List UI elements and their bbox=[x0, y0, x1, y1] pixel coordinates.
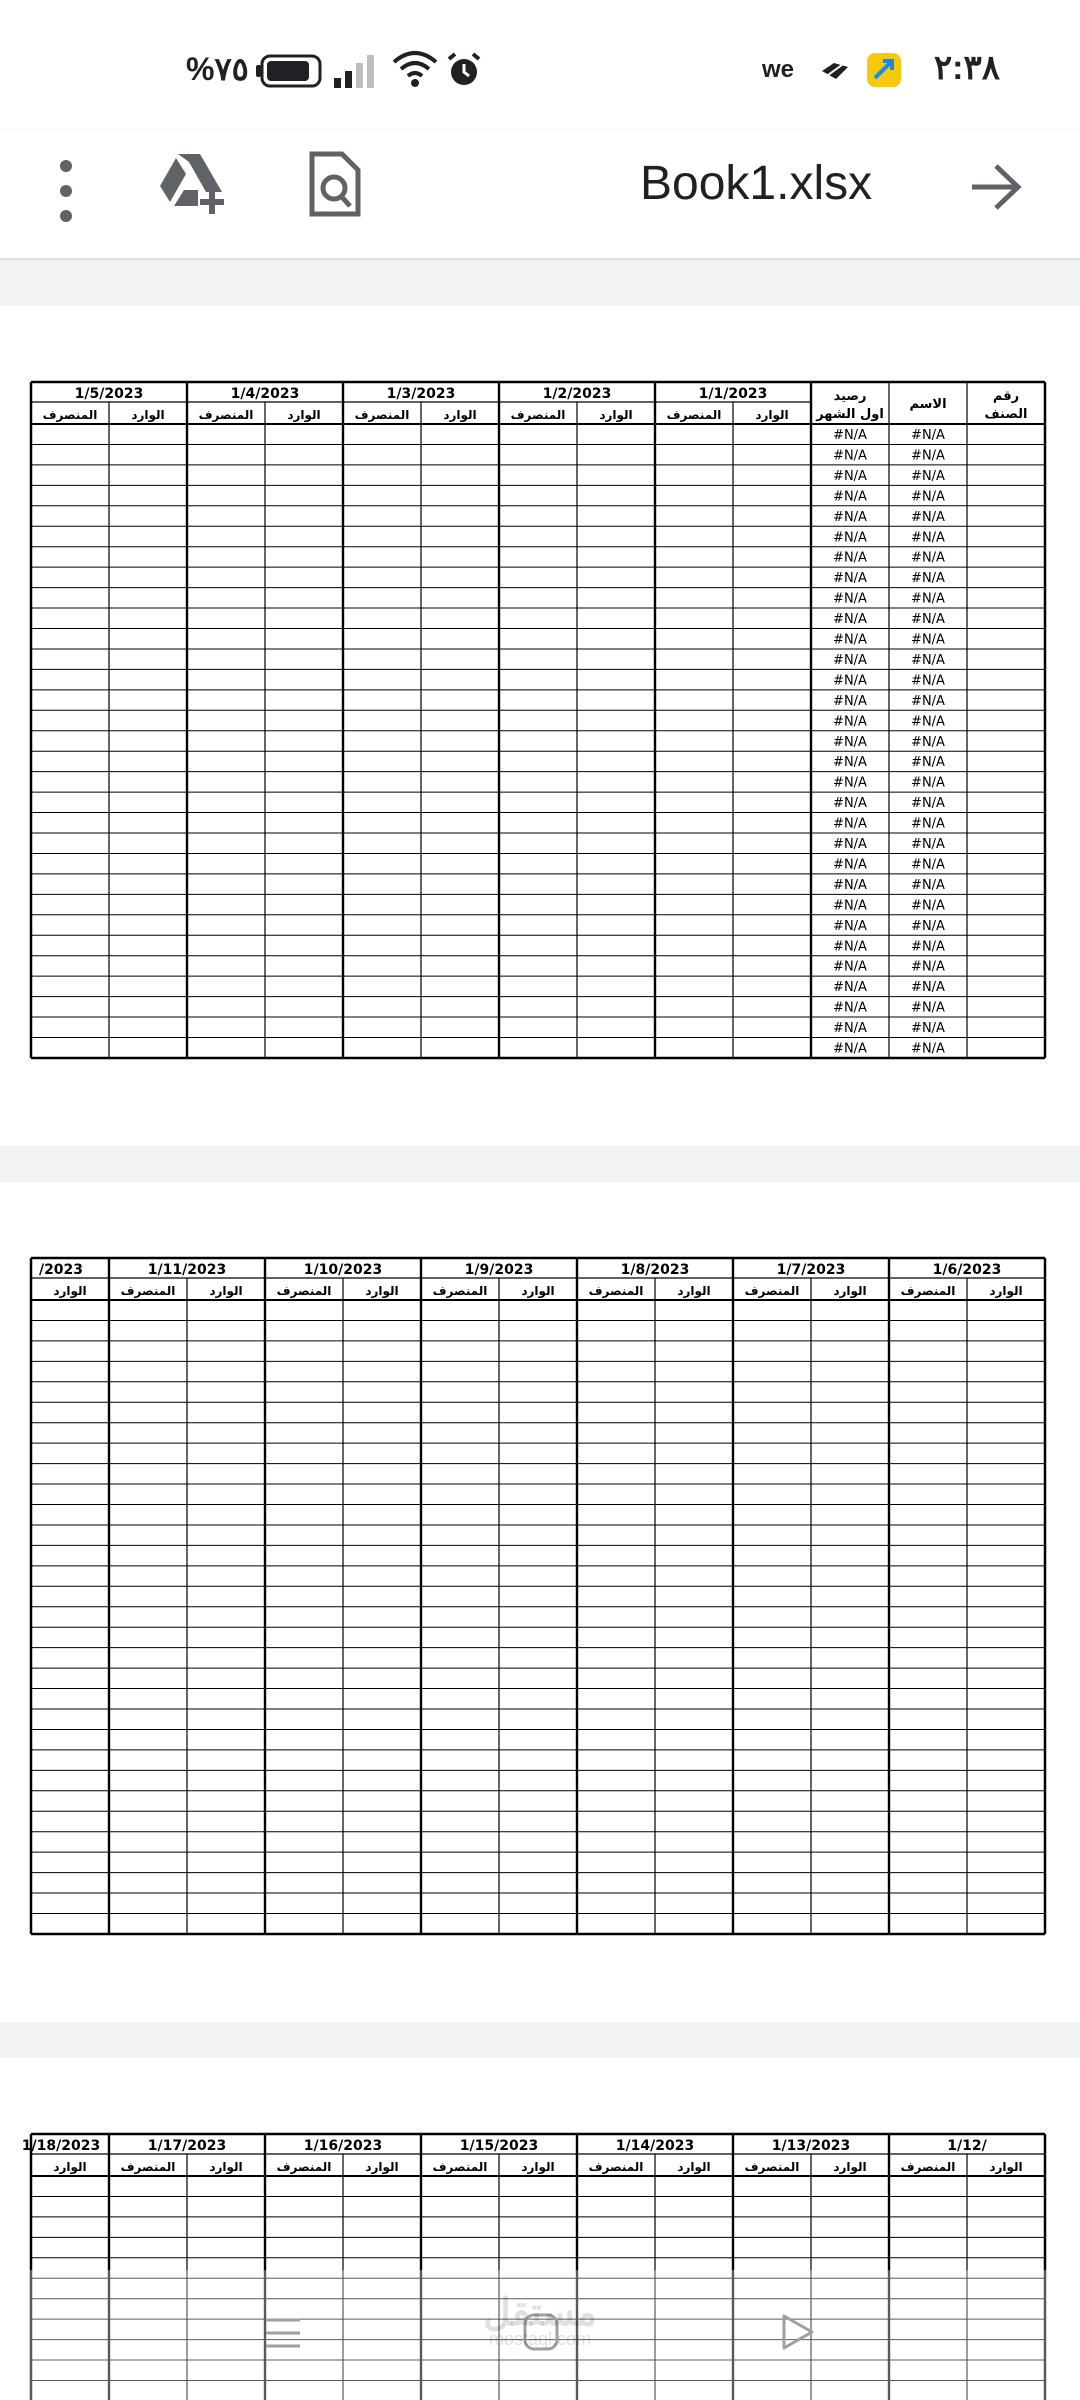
na-cell: #N/A bbox=[911, 612, 945, 628]
na-cell: #N/A bbox=[911, 673, 945, 689]
date-header: /2023 bbox=[38, 1262, 84, 1278]
outgoing-header: المنصرف bbox=[432, 2160, 488, 2174]
date-header: 1/17/2023 bbox=[147, 2138, 227, 2154]
sheet-page-1-table bbox=[0, 306, 1080, 1146]
na-cell: #N/A bbox=[833, 530, 867, 546]
na-cell: #N/A bbox=[911, 796, 945, 812]
wifi-icon bbox=[392, 50, 438, 88]
na-cell: #N/A bbox=[833, 714, 867, 730]
na-cell: #N/A bbox=[911, 448, 945, 464]
na-cell: #N/A bbox=[833, 571, 867, 587]
date-header: 1/15/2023 bbox=[459, 2138, 539, 2154]
na-cell: #N/A bbox=[833, 1000, 867, 1016]
incoming-header: الوارد bbox=[833, 2160, 867, 2174]
incoming-header: الوارد bbox=[521, 2160, 555, 2174]
na-cell: #N/A bbox=[911, 652, 945, 668]
na-cell: #N/A bbox=[833, 837, 867, 852]
na-cell: #N/A bbox=[833, 489, 867, 505]
na-cell: #N/A bbox=[911, 877, 945, 893]
na-cell: #N/A bbox=[911, 714, 945, 730]
incoming-header: الوارد bbox=[521, 1284, 555, 1298]
na-cell: #N/A bbox=[911, 1000, 945, 1016]
na-cell: #N/A bbox=[911, 898, 945, 914]
outgoing-header: المنصرف bbox=[588, 2160, 644, 2174]
na-cell: #N/A bbox=[911, 550, 945, 566]
na-cell: #N/A bbox=[911, 509, 945, 525]
na-cell: #N/A bbox=[911, 1021, 945, 1037]
outgoing-header: المنصرف bbox=[120, 2160, 176, 2174]
date-header: 1/9/2023 bbox=[464, 1262, 534, 1278]
date-header: 1/7/2023 bbox=[776, 1262, 846, 1278]
na-cell: #N/A bbox=[833, 652, 867, 668]
date-header: 1/16/2023 bbox=[303, 2138, 383, 2154]
na-cell: #N/A bbox=[833, 980, 867, 996]
back-arrow-icon[interactable] bbox=[968, 162, 1024, 212]
outgoing-header: المنصرف bbox=[354, 408, 410, 422]
na-cell: #N/A bbox=[911, 918, 945, 934]
date-header: 1/11/2023 bbox=[147, 1262, 227, 1278]
na-cell: #N/A bbox=[911, 755, 945, 771]
incoming-header: الوارد bbox=[443, 408, 477, 422]
date-header: 1/12/ bbox=[947, 2138, 987, 2154]
na-cell: #N/A bbox=[833, 693, 867, 709]
na-cell: #N/A bbox=[911, 428, 945, 443]
incoming-header: الوارد bbox=[755, 408, 789, 422]
incoming-header: الوارد bbox=[599, 408, 633, 422]
outgoing-header: المنصرف bbox=[588, 1284, 644, 1298]
na-cell: #N/A bbox=[911, 489, 945, 505]
incoming-header: الوارد bbox=[131, 408, 165, 422]
date-header: 1/1/2023 bbox=[698, 386, 768, 402]
outgoing-header: المنصرف bbox=[744, 2160, 800, 2174]
na-cell: #N/A bbox=[833, 468, 867, 484]
na-cell: #N/A bbox=[833, 918, 867, 934]
na-cell: #N/A bbox=[833, 898, 867, 914]
date-header: 1/10/2023 bbox=[303, 1262, 383, 1278]
incoming-header: الوارد bbox=[209, 2160, 243, 2174]
incoming-header: الوارد bbox=[833, 1284, 867, 1298]
na-cell: #N/A bbox=[911, 1041, 945, 1057]
na-cell: #N/A bbox=[833, 509, 867, 525]
na-cell: #N/A bbox=[833, 448, 867, 464]
status-bar bbox=[0, 0, 1080, 130]
na-cell: #N/A bbox=[833, 939, 867, 955]
back-icon[interactable] bbox=[780, 2312, 816, 2352]
opening-balance-header: اول الشهر bbox=[816, 407, 884, 422]
battery-percentage: %٧٥ bbox=[186, 51, 249, 87]
outgoing-header: المنصرف bbox=[198, 408, 254, 422]
na-cell: #N/A bbox=[911, 591, 945, 607]
na-cell: #N/A bbox=[911, 530, 945, 546]
na-cell: #N/A bbox=[833, 632, 867, 648]
na-cell: #N/A bbox=[911, 775, 945, 791]
na-cell: #N/A bbox=[833, 775, 867, 791]
na-cell: #N/A bbox=[833, 877, 867, 893]
na-cell: #N/A bbox=[833, 1021, 867, 1037]
incoming-header: الوارد bbox=[365, 2160, 399, 2174]
sheet-page-1 bbox=[0, 306, 1080, 1146]
na-cell: #N/A bbox=[833, 612, 867, 628]
na-cell: #N/A bbox=[911, 693, 945, 709]
document-title: Book1.xlsx bbox=[640, 157, 873, 210]
na-cell: #N/A bbox=[911, 571, 945, 587]
sheet-page-2-table bbox=[0, 1182, 1080, 2022]
name-header: الاسم bbox=[909, 397, 947, 412]
na-cell: #N/A bbox=[911, 837, 945, 852]
date-header: 1/2/2023 bbox=[542, 386, 612, 402]
outgoing-header: المنصرف bbox=[900, 2160, 956, 2174]
outgoing-header: المنصرف bbox=[42, 408, 98, 422]
incoming-header: الوارد bbox=[287, 408, 321, 422]
outgoing-header: المنصرف bbox=[900, 1284, 956, 1298]
incoming-header: الوارد bbox=[53, 1284, 87, 1298]
na-cell: #N/A bbox=[911, 980, 945, 996]
watermark: مستقل mostaql.com bbox=[483, 2292, 597, 2349]
add-to-drive-icon[interactable] bbox=[156, 152, 228, 214]
na-cell: #N/A bbox=[833, 550, 867, 566]
na-cell: #N/A bbox=[911, 734, 945, 750]
outgoing-header: المنصرف bbox=[120, 1284, 176, 1298]
incoming-header: الوارد bbox=[989, 2160, 1023, 2174]
opening-balance-header: رصيد bbox=[833, 389, 867, 404]
outgoing-header: المنصرف bbox=[432, 1284, 488, 1298]
na-cell: #N/A bbox=[833, 959, 867, 975]
na-cell: #N/A bbox=[911, 468, 945, 484]
na-cell: #N/A bbox=[911, 959, 945, 975]
item-number-header: رقم bbox=[992, 389, 1020, 404]
date-header: 1/5/2023 bbox=[74, 386, 144, 402]
na-cell: #N/A bbox=[911, 857, 945, 873]
date-header: 1/18/2023 bbox=[21, 2138, 101, 2154]
outgoing-header: المنصرف bbox=[666, 408, 722, 422]
incoming-header: الوارد bbox=[989, 1284, 1023, 1298]
app-bar bbox=[0, 130, 1080, 258]
na-cell: #N/A bbox=[833, 673, 867, 689]
alarm-icon bbox=[446, 52, 482, 88]
find-in-page-icon[interactable] bbox=[308, 150, 362, 218]
signal-icon bbox=[332, 54, 376, 88]
incoming-header: الوارد bbox=[677, 2160, 711, 2174]
recent-apps-icon[interactable] bbox=[264, 2314, 302, 2352]
na-cell: #N/A bbox=[833, 755, 867, 771]
clock-time: ٢:٣٨ bbox=[933, 49, 1000, 87]
date-header: 1/4/2023 bbox=[230, 386, 300, 402]
more-vert-icon[interactable] bbox=[56, 156, 76, 226]
na-cell: #N/A bbox=[833, 796, 867, 812]
date-header: 1/3/2023 bbox=[386, 386, 456, 402]
na-cell: #N/A bbox=[833, 1041, 867, 1057]
na-cell: #N/A bbox=[833, 428, 867, 443]
item-number-header: الصنف bbox=[984, 407, 1028, 422]
na-cell: #N/A bbox=[833, 734, 867, 750]
na-cell: #N/A bbox=[911, 632, 945, 648]
battery-icon bbox=[256, 54, 322, 88]
date-header: 1/13/2023 bbox=[771, 2138, 851, 2154]
notification-icon bbox=[820, 58, 850, 84]
na-cell: #N/A bbox=[833, 857, 867, 873]
date-header: 1/8/2023 bbox=[620, 1262, 690, 1278]
outgoing-header: المنصرف bbox=[276, 2160, 332, 2174]
outgoing-header: المنصرف bbox=[276, 1284, 332, 1298]
date-header: 1/14/2023 bbox=[615, 2138, 695, 2154]
carrier-label: we bbox=[762, 56, 795, 83]
app-notification-icon bbox=[866, 52, 902, 88]
outgoing-header: المنصرف bbox=[744, 1284, 800, 1298]
date-header: 1/6/2023 bbox=[932, 1262, 1002, 1278]
na-cell: #N/A bbox=[833, 591, 867, 607]
incoming-header: الوارد bbox=[677, 1284, 711, 1298]
na-cell: #N/A bbox=[911, 939, 945, 955]
incoming-header: الوارد bbox=[365, 1284, 399, 1298]
incoming-header: الوارد bbox=[53, 2160, 87, 2174]
incoming-header: الوارد bbox=[209, 1284, 243, 1298]
na-cell: #N/A bbox=[911, 816, 945, 832]
na-cell: #N/A bbox=[833, 816, 867, 832]
outgoing-header: المنصرف bbox=[510, 408, 566, 422]
sheet-page-2 bbox=[0, 1182, 1080, 2022]
